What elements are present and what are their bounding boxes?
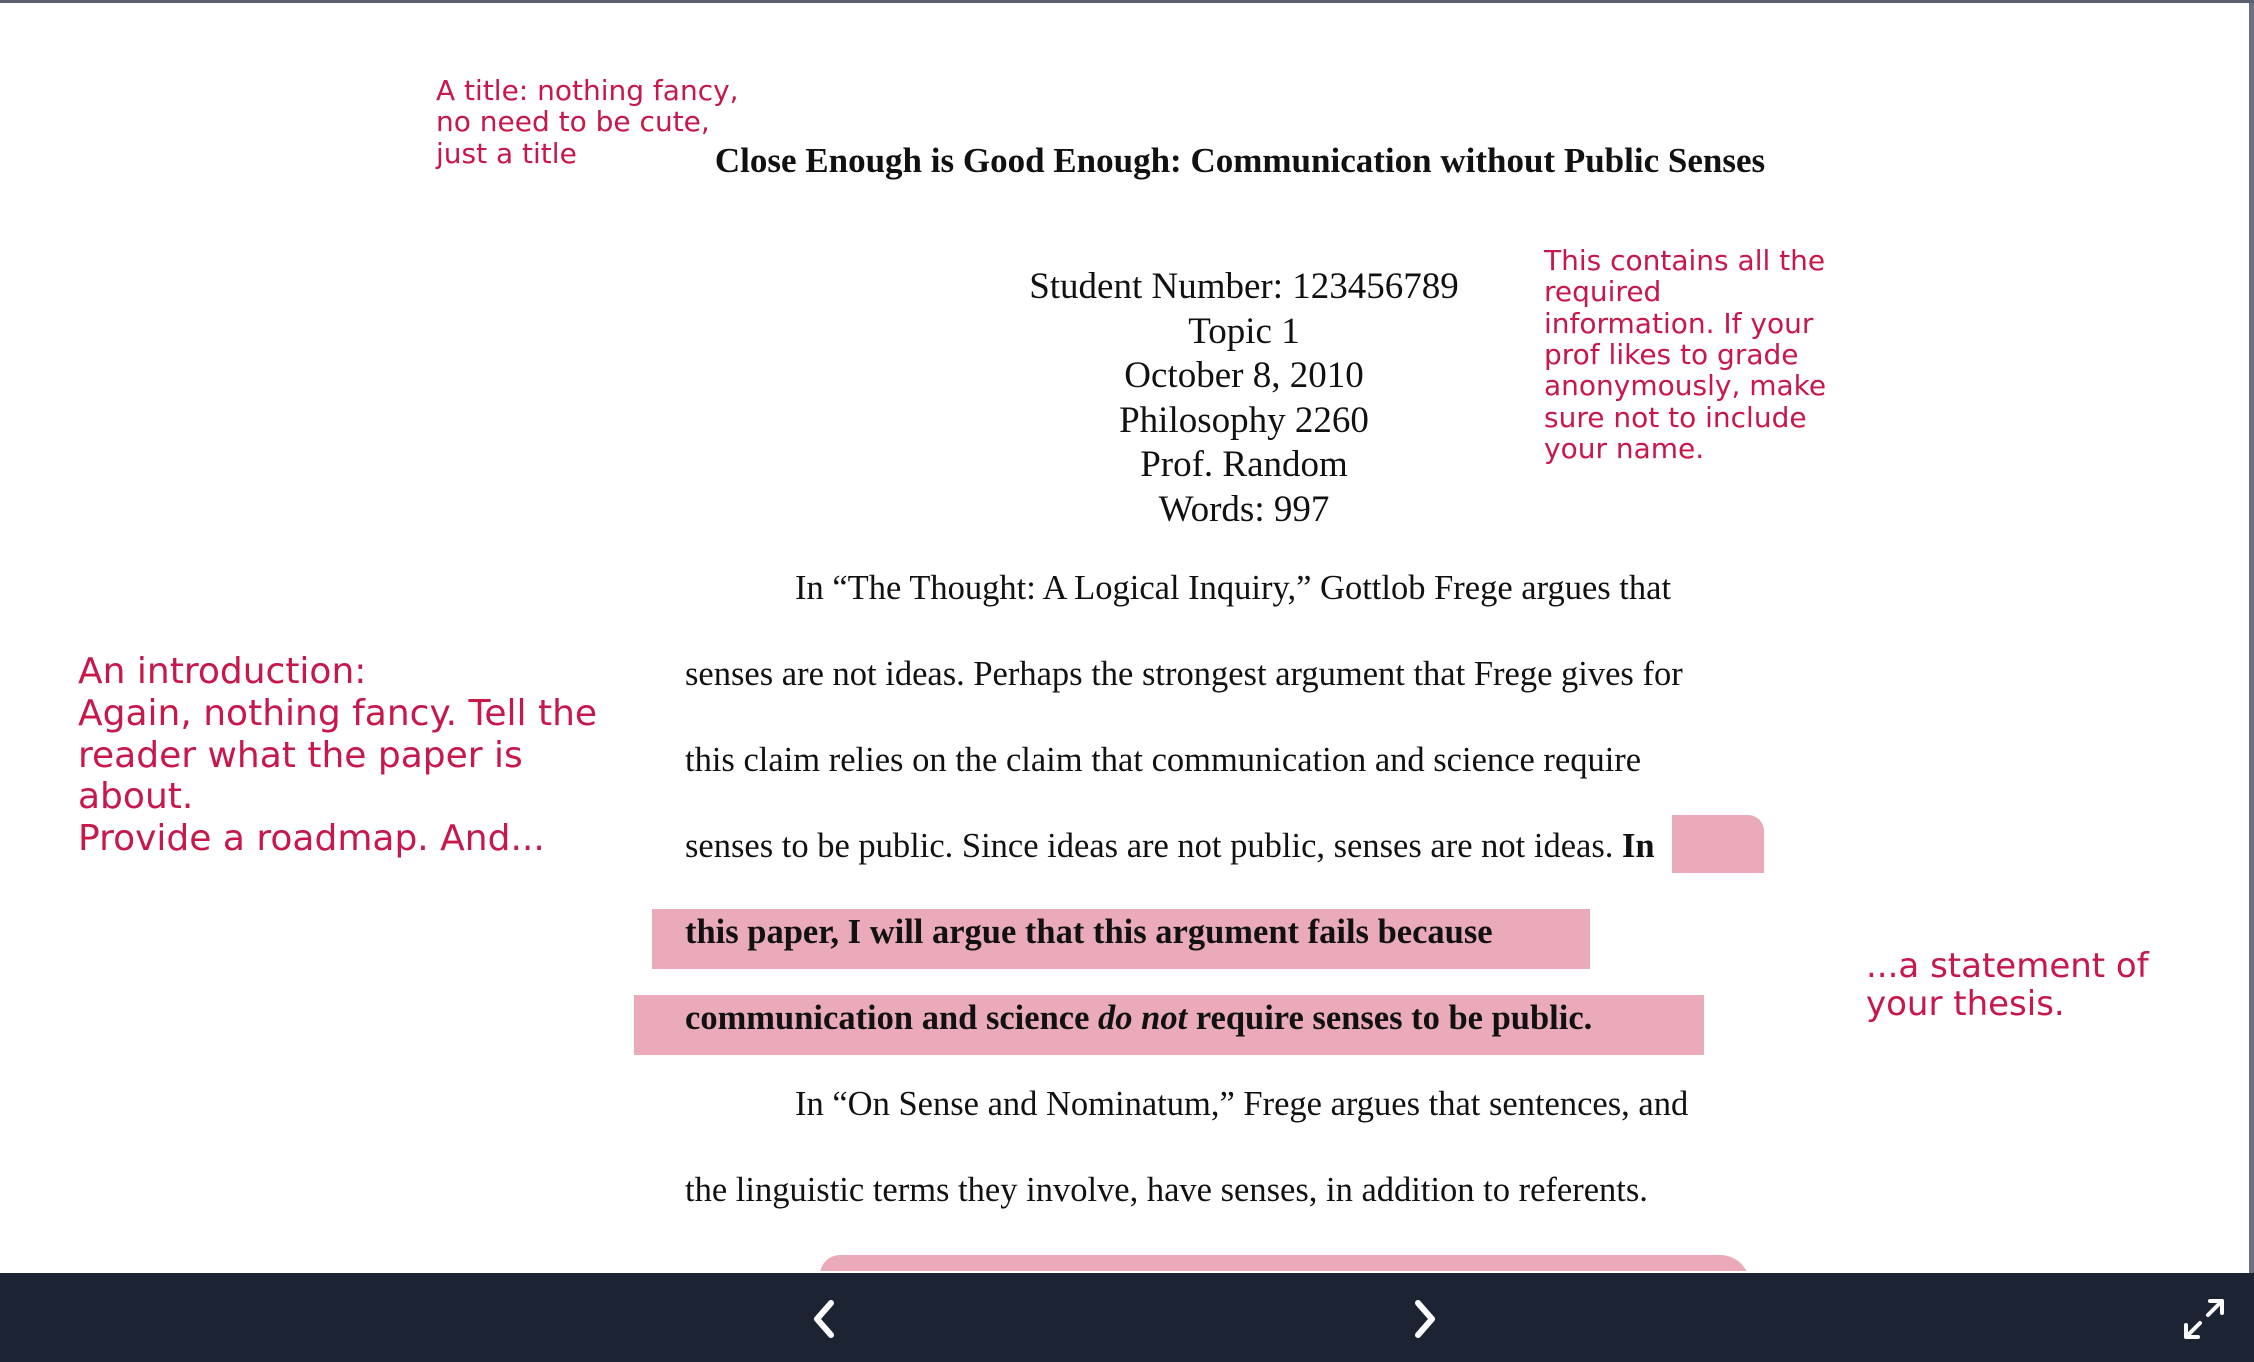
scrollbar-edge xyxy=(2249,3,2254,1273)
thesis-text: In xyxy=(1622,827,1655,865)
thesis-text: this paper, I will argue that this argument fails because xyxy=(685,913,1493,951)
thesis-emphasis: do not xyxy=(1098,999,1188,1037)
info-annotation: This contains all the required information. If your prof likes to grade anonymously, make sure not to include your name. xyxy=(1544,244,1827,466)
date: October 8, 2010 xyxy=(1124,355,1364,396)
body-line: In “On Sense and Nominatum,” Frege argues that sentences, and xyxy=(795,1085,1689,1123)
title-annotation: A title: nothing fancy, no need to be cute, just a title xyxy=(436,74,739,170)
thesis-text-part: communication and science xyxy=(685,999,1099,1037)
student-number: Student Number: 123456789 xyxy=(1029,266,1459,307)
chevron-left-icon xyxy=(795,1289,855,1349)
word-count: Words: 997 xyxy=(1158,488,1330,530)
paper-info-block xyxy=(944,265,1544,532)
body-line: this claim relies on the claim that communication and science require xyxy=(685,741,1642,779)
body-line: In “The Thought: A Logical Inquiry,” Gottlob Frege argues that xyxy=(795,569,1672,607)
intro-annotation: An introduction: Again, nothing fancy. Tell the reader what the paper is about. Provide a roadmap. And... xyxy=(78,651,598,859)
body-line xyxy=(685,827,1655,866)
body-text: senses to be public. Since ideas are not public, senses are not ideas. xyxy=(685,827,1622,865)
body-line: senses are not ideas. Perhaps the strongest argument that Frege gives for xyxy=(685,655,1683,693)
paper-title: Close Enough is Good Enough: Communication without Public Senses xyxy=(714,141,1766,180)
thesis-annotation: ...a statement of your thesis. xyxy=(1866,946,2149,1025)
thesis-text-part: require senses to be public. xyxy=(1187,999,1593,1037)
topic: Topic 1 xyxy=(1188,310,1300,352)
page-slide xyxy=(0,3,2249,1271)
fullscreen-button[interactable] xyxy=(2176,1291,2232,1347)
course: Philosophy 2260 xyxy=(1119,399,1369,441)
previous-page-button[interactable] xyxy=(795,1289,855,1349)
body-line: the linguistic terms they involve, have senses, in addition to referents. xyxy=(685,1171,1648,1209)
viewer-toolbar xyxy=(0,1273,2254,1362)
chevron-right-icon xyxy=(1394,1289,1454,1349)
thesis-highlight xyxy=(820,1255,1750,1271)
professor: Prof. Random xyxy=(1140,444,1348,485)
next-page-button[interactable] xyxy=(1394,1289,1454,1349)
thesis-text xyxy=(685,999,1592,1038)
expand-icon xyxy=(2176,1291,2232,1347)
thesis-highlight xyxy=(1672,815,1764,873)
